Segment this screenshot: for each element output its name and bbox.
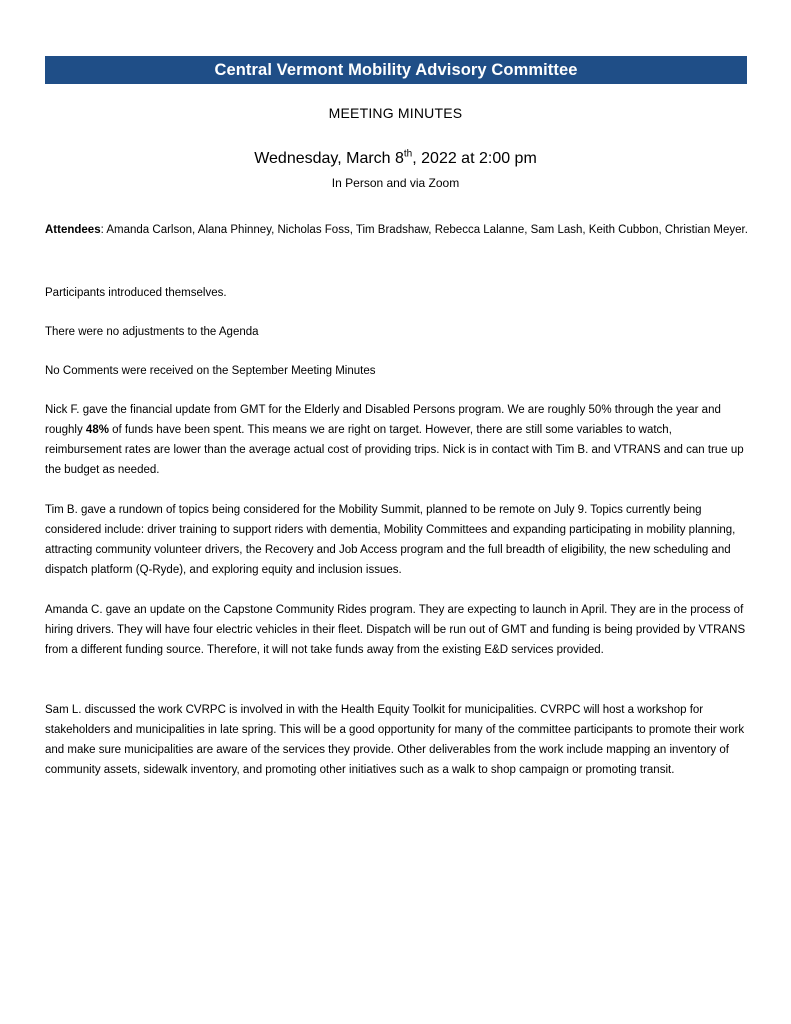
meeting-date-time: , 2022 at 2:00 pm [412,150,537,167]
financial-percent-spent: 48% [85,424,109,436]
meeting-format: In Person and via Zoom [331,176,460,190]
introductions-paragraph: Participants introduced themselves. [45,287,227,299]
financial-text-start: Nick F. gave the financial update from GMT for the Elderly and Disabled Persons program. We are roughly 50% through the year and roughly [45,404,721,436]
capstone-rides-paragraph: Amanda C. gave an update on the Capstone Community Rides program. They are expecting to launch in April. They are in the process of hiring drivers. They will have four electric vehicles in their fleet. Dispatch will be run out of GMT and funding is being provided by VTRANS from a different funding source. Therefore, it will not take funds away from the existing E&D services provided. [45,604,746,656]
agenda-paragraph: There were no adjustments to the Agenda [45,326,259,338]
mobility-summit-paragraph: Tim B. gave a rundown of topics being considered for the Mobility Summit, planned to be remote on July 9. Topics currently being considered include: driver training to support riders with dementia, Mobility Committees and expanding participating in mobility planning, attracting community volunteer drivers, the Recovery and Job Access program and the full breadth of eligibility, the new scheduling and dispatch platform (Q-Ryde), and exploring equity and inclusion issues. [45,504,736,576]
document-type-heading: MEETING MINUTES [328,105,463,121]
financial-text-end: of funds have been spent. This means we are right on target. However, there are still some variables to watch, reimbursement rates are lower than the average actual cost of providing trips. Nick is in contact with Tim B. and VTRANS and can true up the budget as needed. [45,424,744,476]
meeting-date-ordinal: th [403,148,413,160]
minutes-comments-paragraph: No Comments were received on the September Meeting Minutes [45,365,376,377]
health-equity-paragraph: Sam L. discussed the work CVRPC is involved in with the Health Equity Toolkit for municipalities. CVRPC will host a workshop for stakeholders and municipalities in late spring. This will be a good opportunity for many of the committee participants to promote their work and make sure municipalities are aware of the services they provide. Other deliverables from the work include mapping an inventory of community assets, sidewalk inventory, and promoting other initiatives such as a walk to shop campaign or promoting transit. [45,704,745,776]
meeting-date-main: Wednesday, March 8 [254,150,404,167]
meeting-date [0,150,791,168]
financial-update-paragraph [45,400,750,480]
attendees-names: : Amanda Carlson, Alana Phinney, Nicholas Foss, Tim Bradshaw, Rebecca Lalanne, Sam Lash, Keith Cubbon, Christian Meyer. [100,224,748,236]
committee-header-bar [45,56,747,84]
attendees-label: Attendees [45,224,101,236]
committee-title: Central Vermont Mobility Advisory Committee [214,61,578,79]
attendees-paragraph [45,220,750,240]
